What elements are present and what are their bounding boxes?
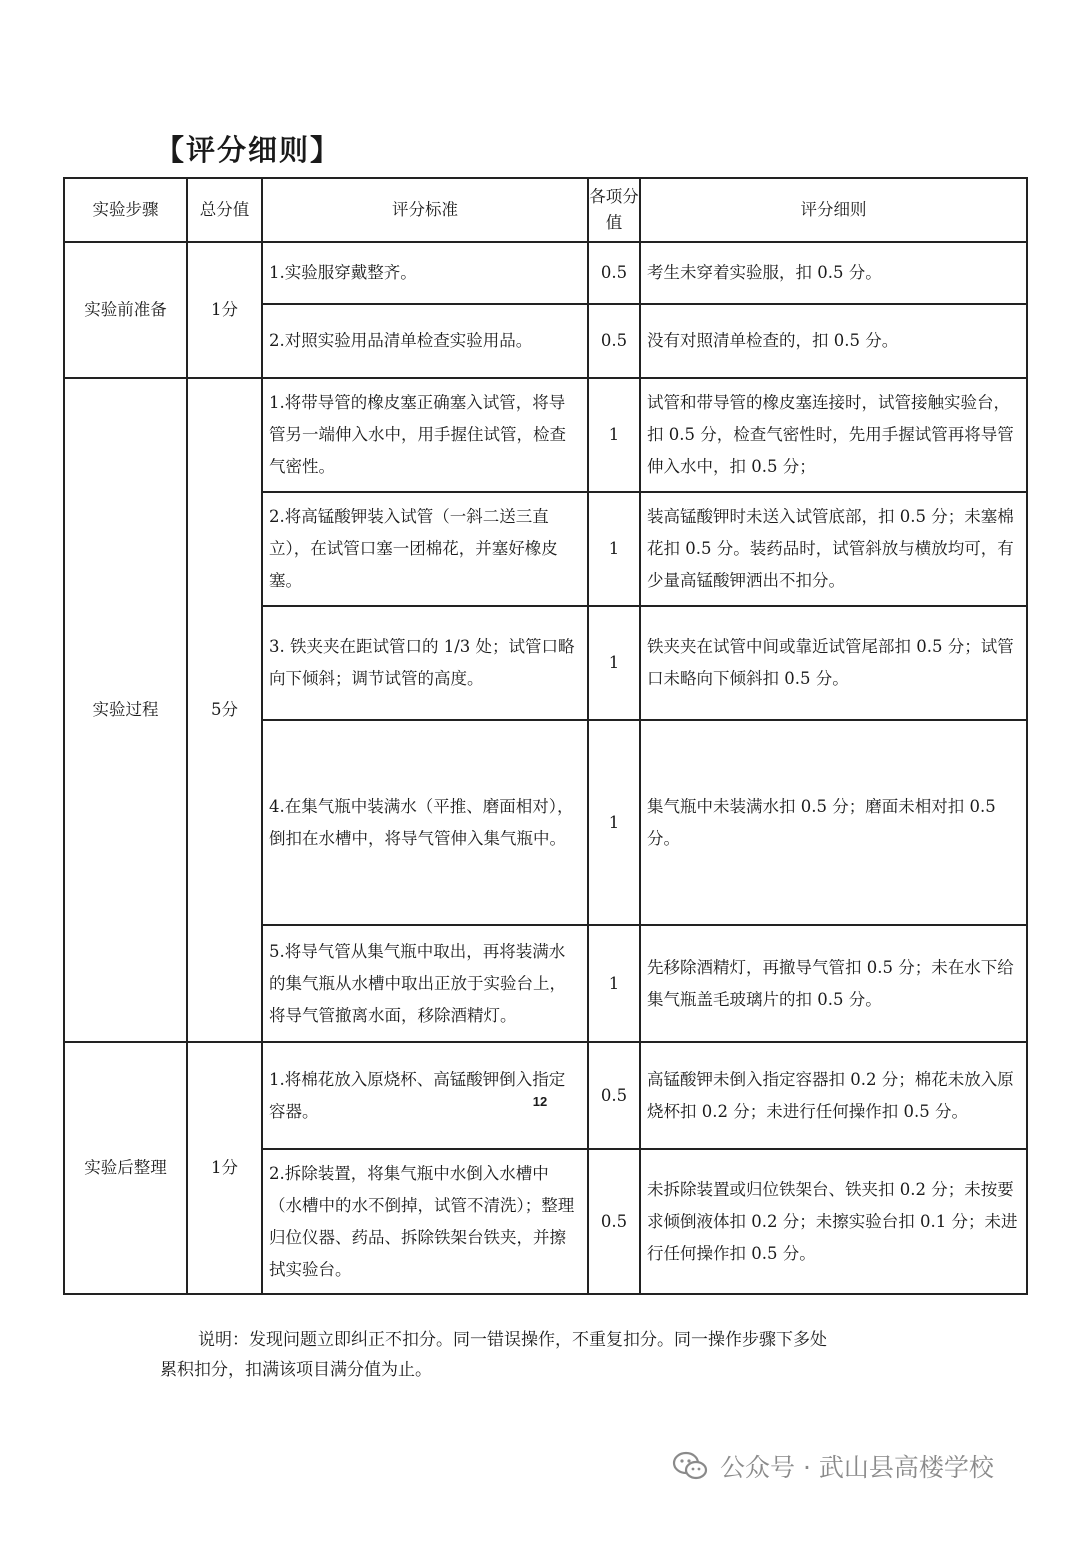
points-cell: 1 <box>588 925 640 1042</box>
points-cell: 1 <box>588 378 640 492</box>
details-cell: 先移除酒精灯，再撤导气管扣 0.5 分；未在水下给集气瓶盖毛玻璃片的扣 0.5 分。 <box>640 925 1027 1042</box>
section-step: 实验前准备 <box>64 242 187 378</box>
header-details: 评分细则 <box>640 178 1027 242</box>
details-cell: 高锰酸钾未倒入指定容器扣 0.2 分；棉花未放入原烧杯扣 0.2 分；未进行任何操作扣 0.5 分。 <box>640 1042 1027 1149</box>
details-cell: 没有对照清单检查的，扣 0.5 分。 <box>640 304 1027 378</box>
page-number: 12 <box>532 1094 548 1109</box>
table-header-row <box>64 178 1027 242</box>
points-cell: 1 <box>588 606 640 720</box>
page-title: 【评分细则】 <box>155 133 342 167</box>
points-cell: 1 <box>588 492 640 606</box>
details-cell: 未拆除装置或归位铁架台、铁夹扣 0.2 分；未按要求倾倒液体扣 0.2 分；未擦实验台扣 0.1 分；未进行任何操作扣 0.5 分。 <box>640 1149 1027 1294</box>
note-line-2: 累积扣分，扣满该项目满分值为止。 <box>160 1360 432 1380</box>
section-step: 实验过程 <box>64 378 187 1042</box>
table-row <box>64 242 1027 304</box>
details-cell: 集气瓶中未装满水扣 0.5 分；磨面未相对扣 0.5 分。 <box>640 720 1027 925</box>
wechat-icon <box>672 1451 708 1481</box>
points-cell: 0.5 <box>588 1149 640 1294</box>
details-cell: 试管和带导管的橡皮塞连接时，试管接触实验台，扣 0.5 分，检查气密性时，先用手握试管再将导管伸入水中，扣 0.5 分； <box>640 378 1027 492</box>
watermark-text: 公众号 · 武山县高楼学校 <box>720 1453 994 1482</box>
points-cell: 0.5 <box>588 304 640 378</box>
section-total: 5分 <box>187 378 262 1042</box>
note-paragraph <box>160 1325 960 1385</box>
criteria-cell: 3. 铁夹夹在距试管口的 1/3 处；试管口略向下倾斜；调节试管的高度。 <box>262 606 588 720</box>
note-line-1: 说明：发现问题立即纠正不扣分。同一错误操作，不重复扣分。同一操作步骤下多处 <box>198 1330 827 1350</box>
details-cell: 装高锰酸钾时未送入试管底部，扣 0.5 分；未塞棉花扣 0.5 分。装药品时，试管斜放与横放均可，有少量高锰酸钾洒出不扣分。 <box>640 492 1027 606</box>
table-row <box>64 378 1027 492</box>
points-cell: 0.5 <box>588 242 640 304</box>
points-cell: 1 <box>588 720 640 925</box>
header-total: 总分值 <box>187 178 262 242</box>
header-step: 实验步骤 <box>64 178 187 242</box>
section-total: 1分 <box>187 1042 262 1294</box>
header-criteria: 评分标准 <box>262 178 588 242</box>
criteria-cell: 2.对照实验用品清单检查实验用品。 <box>262 304 588 378</box>
section-total: 1分 <box>187 242 262 378</box>
criteria-cell: 5.将导气管从集气瓶中取出，再将装满水的集气瓶从水槽中取出正放于实验台上，将导气管撤离水面，移除酒精灯。 <box>262 925 588 1042</box>
criteria-cell: 1.将棉花放入原烧杯、高锰酸钾倒入指定容器。 <box>262 1042 588 1149</box>
scoring-table <box>63 177 1028 1295</box>
criteria-cell: 4.在集气瓶中装满水（平推、磨面相对），倒扣在水槽中，将导气管伸入集气瓶中。 <box>262 720 588 925</box>
header-item-points: 各项分值 <box>588 178 640 242</box>
details-cell: 铁夹夹在试管中间或靠近试管尾部扣 0.5 分；试管口未略向下倾斜扣 0.5 分。 <box>640 606 1027 720</box>
details-cell: 考生未穿着实验服，扣 0.5 分。 <box>640 242 1027 304</box>
watermark <box>672 1448 994 1484</box>
section-step: 实验后整理 <box>64 1042 187 1294</box>
criteria-cell: 2.将高锰酸钾装入试管（一斜二送三直立），在试管口塞一团棉花，并塞好橡皮塞。 <box>262 492 588 606</box>
criteria-cell: 2.拆除装置，将集气瓶中水倒入水槽中（水槽中的水不倒掉，试管不清洗）；整理归位仪器、药品、拆除铁架台铁夹，并擦拭实验台。 <box>262 1149 588 1294</box>
criteria-cell: 1.将带导管的橡皮塞正确塞入试管，将导管另一端伸入水中，用手握住试管，检查气密性。 <box>262 378 588 492</box>
criteria-cell: 1.实验服穿戴整齐。 <box>262 242 588 304</box>
points-cell: 0.5 <box>588 1042 640 1149</box>
